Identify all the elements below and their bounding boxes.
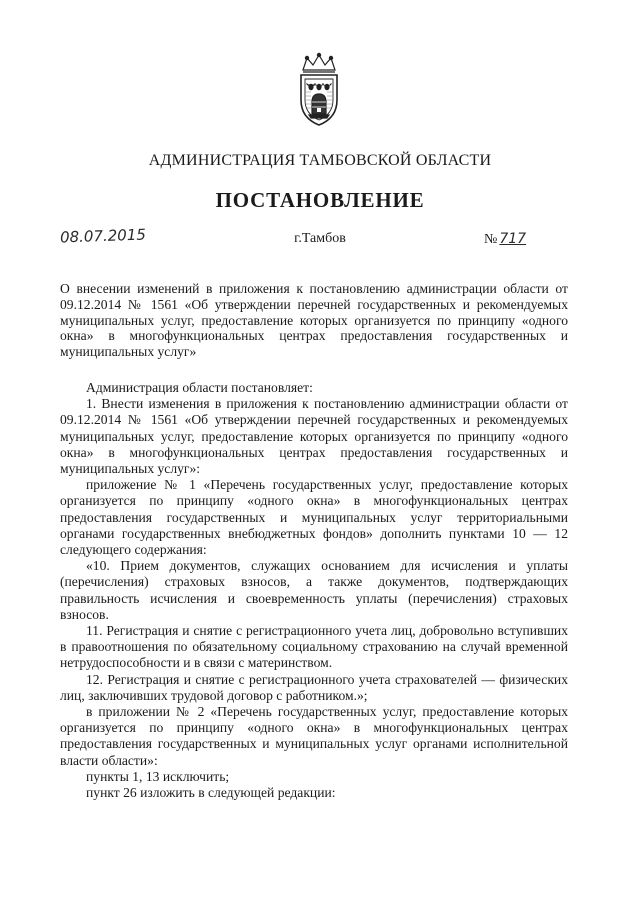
document-type: ПОСТАНОВЛЕНИЕ — [215, 188, 425, 212]
body-paragraph: пункты 1, 13 исключить; — [86, 768, 230, 784]
body-paragraph: 1. Внести изменения в приложения к постановлению администрации области от 09.12.2014 № 1561 «Об утверждении перечней государственных и рекомендуемых муниципальных услуг, предоставление которых организуется по принципу «одного окна» в многофункциональных центрах предоставления государственных и муниципальных услуг»: — [60, 396, 568, 477]
number-prefix: № — [484, 232, 498, 247]
document-number — [484, 231, 526, 248]
document-date: 08.07.2015 — [59, 225, 147, 247]
body-paragraph: Администрация области постановляет: — [86, 380, 313, 395]
body-paragraph: 12. Регистрация и снятие с регистрационного учета страхователей — физических лиц, заключивших трудовой договор с работником.»; — [60, 671, 568, 703]
document-subject: О внесении изменений в приложения к постановлению администрации области от 09.12.2014 № 1561 «Об утверждении перечней государственных и рекомендуемых муниципальных услуг, предоставление которых организуется по принципу «одного окна» в многофункциональных центрах предоставления государственных и муниципальных услуг» — [60, 281, 568, 360]
tambov-coat-of-arms-icon — [287, 52, 351, 128]
body-paragraph: приложение № 1 «Перечень государственных услуг, предоставление которых организуется по принципу «одного окна» в многофункциональных центрах предоставления государственных и муниципальных услуг территориальными органами государственных внебюджетных фондов» дополнить пунктами 10 — 12 следующего содержания: — [60, 477, 568, 558]
number-value: 717 — [499, 231, 527, 247]
body-paragraph: в приложении № 2 «Перечень государственных услуг, предоставление которых организуется по принципу «одного окна» в многофункциональных центрах предоставления государственных и муниципальных услуг органами исполнительной власти области»: — [60, 704, 568, 768]
document-body — [60, 380, 568, 801]
document-city: г.Тамбов — [294, 231, 346, 246]
body-paragraph: «10. Прием документов, служащих основанием для исчисления и уплаты (перечисления) страховых взносов, а также документов, подтверждающих правильность исчисления и своевременность уплаты (перечисления) страховых взносов. — [60, 558, 568, 622]
body-paragraph: 11. Регистрация и снятие с регистрационного учета лиц, добровольно вступивших в правоотношения по обязательному социальному страхованию на случай временной нетрудоспособности и в связи с материнством. — [60, 623, 568, 671]
agency-name: АДМИНИСТРАЦИЯ ТАМБОВСКОЙ ОБЛАСТИ — [148, 152, 492, 169]
body-paragraph: пункт 26 изложить в следующей редакции: — [86, 785, 336, 801]
